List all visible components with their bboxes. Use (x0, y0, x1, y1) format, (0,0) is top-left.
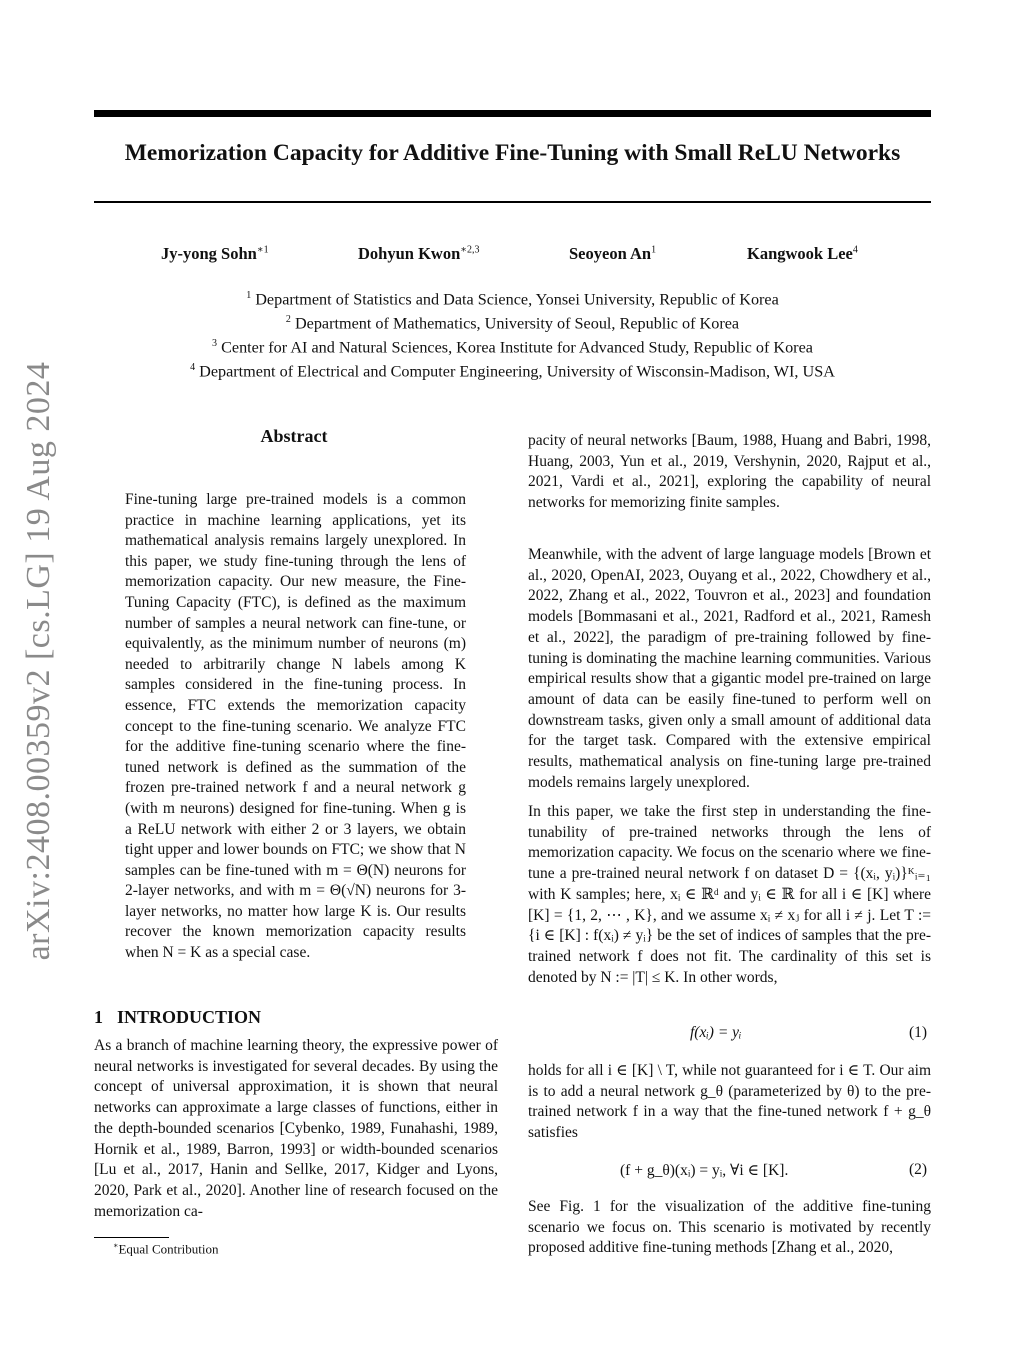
author-name: Kangwook Lee (747, 244, 853, 263)
right-paragraph-1: pacity of neural networks [Baum, 1988, Huang and Babri, 1998, Huang, 2003, Yun et al., 2019, Vershynin, 2020, Rajput et al., 2021, Vardi et al., 2021], exploring the capability of neural networks for memorizing finite samples. (528, 432, 931, 512)
title-bottom-rule (94, 201, 931, 203)
abstract-body: Fine-tuning large pre-trained models is a common practice in machine learning applications, yet its mathematical analysis remains largely unexplored. In this paper, we study fine-tuning through the lens of memorization capacity. Our new measure, the Fine-Tuning Capacity (FTC), is defined as the maximum number of samples a neural network can fine-tune, or equivalently, as the minimum number of neurons (m) needed to arbitrarily change N labels among K samples considered in the fine-tuning process. In essence, FTC extends the memorization capacity concept to the fine-tuning scenario. We analyze FTC for the additive fine-tuning scenario where the fine-tuned network is defined as the summation of the frozen pre-trained network f and a neural network g (with m neurons) designed for fine-tuning. When g is a ReLU network with either 2 or 3 layers, we obtain tight upper and lower bounds on FTC; we show that N samples can be fine-tuned with m = Θ(N) neurons for 2-layer networks, and with m = Θ(√N) neurons for 3-layer networks, no matter how large K is. Our results recover the known memorization capacity results when N = K as a special case. (125, 491, 466, 962)
right-column-p1 (528, 431, 931, 514)
arxiv-stamp (8, 356, 70, 966)
author-mark: ∗1 (256, 244, 269, 256)
equation-2: (f + g_θ)(xᵢ) = yᵢ, ∀i ∈ [K]. (620, 1162, 789, 1179)
affiliation-num: 4 (190, 362, 196, 374)
paper-title: Memorization Capacity for Additive Fine-Tuning with Small ReLU Networks (124, 140, 901, 166)
affiliation-num: 2 (285, 314, 291, 326)
author-2 (358, 244, 480, 264)
author-4 (747, 244, 858, 264)
intro-left-column (94, 1036, 498, 1222)
author-mark: 1 (651, 244, 657, 256)
section-heading (94, 1007, 261, 1028)
footnote-mark: ∗ (113, 1241, 119, 1250)
section-title: INTRODUCTION (117, 1007, 262, 1027)
right-column-p4 (528, 1061, 931, 1144)
author-name: Dohyun Kwon (358, 244, 461, 263)
right-paragraph-5: See Fig. 1 for the visualization of the additive fine-tuning scenario we focus on. This scenario is motivated by recently proposed additive fine-tuning methods [Zhang et al., 2020, (528, 1198, 931, 1257)
footnote (113, 1241, 218, 1257)
footnote-rule (94, 1237, 169, 1238)
affiliation-text: Department of Electrical and Computer Engineering, University of Wisconsin-Madison, WI, USA (199, 362, 835, 381)
equation-1-number: (1) (909, 1024, 928, 1041)
equation-1: f(xᵢ) = yᵢ (690, 1024, 742, 1041)
affiliation-text: Department of Mathematics, University of Seoul, Republic of Korea (294, 314, 740, 333)
author-1 (161, 244, 269, 264)
affiliation-4 (94, 358, 931, 382)
right-column-p5 (528, 1197, 931, 1259)
equation-2-number: (2) (909, 1161, 928, 1178)
affiliation-num: 1 (246, 290, 252, 301)
section-number: 1 (94, 1007, 103, 1027)
author-mark: ∗2,3 (460, 244, 480, 256)
intro-paragraph: As a branch of machine learning theory, the expressive power of neural networks is investigated for several decades. By using the concept of universal approximation, it is shown that neural networks can approximate a large classes of functions, either in the depth-bounded scenarios [Cybenko, 1989, Funahashi, 1989, Hornik et al., 1989, Barron, 1993] or width-bounded scenarios [Lu et al., 2017, Hanin and Sellke, 2017, Kidger and Lyons, 2020, Park et al., 2020]. Another line of research focused on the memorization ca- (94, 1037, 498, 1220)
affiliation-text: Center for AI and Natural Sciences, Korea Institute for Advanced Study, Republic of Korea (221, 338, 813, 357)
right-paragraph-3: In this paper, we take the first step in understanding the fine-tunability of pre-trained networks through the lens of memorization capacity. We focus on the scenario where we fine-tune a pre-trained neural network f on dataset D = {(xᵢ, yᵢ)}ᴷᵢ₌₁ with K samples; here, xᵢ ∈ ℝᵈ and yᵢ ∈ ℝ for all i ∈ [K] where [K] = {1, 2, ⋯ , K}, and we assume xᵢ ≠ xⱼ for all i ≠ j. Let T := {i ∈ [K] : f(xᵢ) ≠ yᵢ} be the set of indices of samples that the pre-trained network f does not fit. The cardinality of this set is denoted by N := |T| ≤ K. In other words, (528, 803, 931, 986)
author-3 (569, 244, 656, 264)
right-column-p2 (528, 545, 931, 793)
abstract-heading: Abstract (260, 426, 328, 446)
affiliation-text: Department of Statistics and Data Science, Yonsei University, Republic of Korea (255, 290, 779, 309)
author-name: Jy-yong Sohn (161, 244, 257, 263)
affiliation-2 (94, 310, 931, 334)
arxiv-stamp-text: arXiv:2408.00359v2 [cs.LG] 19 Aug 2024 (20, 361, 57, 961)
right-column-p3 (528, 802, 931, 988)
right-paragraph-4: holds for all i ∈ [K] \ T, while not guaranteed for i ∈ T. Our aim is to add a neural network g_θ (parameterized by θ) to the pre-trained network f in a way that the fine-tuned network f + g_θ satisfies (528, 1062, 931, 1142)
author-mark: 4 (852, 244, 858, 256)
affiliation-3 (94, 334, 931, 358)
affiliations (94, 286, 931, 382)
right-paragraph-2: Meanwhile, with the advent of large language models [Brown et al., 2020, OpenAI, 2023, Ouyang et al., 2022, Chowdhery et al., 2022, Zhang et al., 2022, Touvron et al., 2023] and foundation models [Bommasani et al., 2021, Radford et al., 2021, Ramesh et al., 2022], the paradigm of pre-training followed by fine-tuning is dominating the machine learning communities. Various empirical results show that a gigantic model pre-trained on large amount of data can be easily fine-tuned to perform well on downstream tasks, given only a small amount of additional data for the target task. Compared with the extensive empirical results, mathematical analysis on fine-tuning large pre-trained models remains largely unexplored. (528, 546, 931, 791)
affiliation-num: 3 (212, 338, 218, 350)
title-top-rule (94, 110, 931, 117)
author-name: Seoyeon An (569, 244, 652, 263)
affiliation-1 (94, 286, 931, 310)
footnote-text: Equal Contribution (118, 1241, 219, 1257)
